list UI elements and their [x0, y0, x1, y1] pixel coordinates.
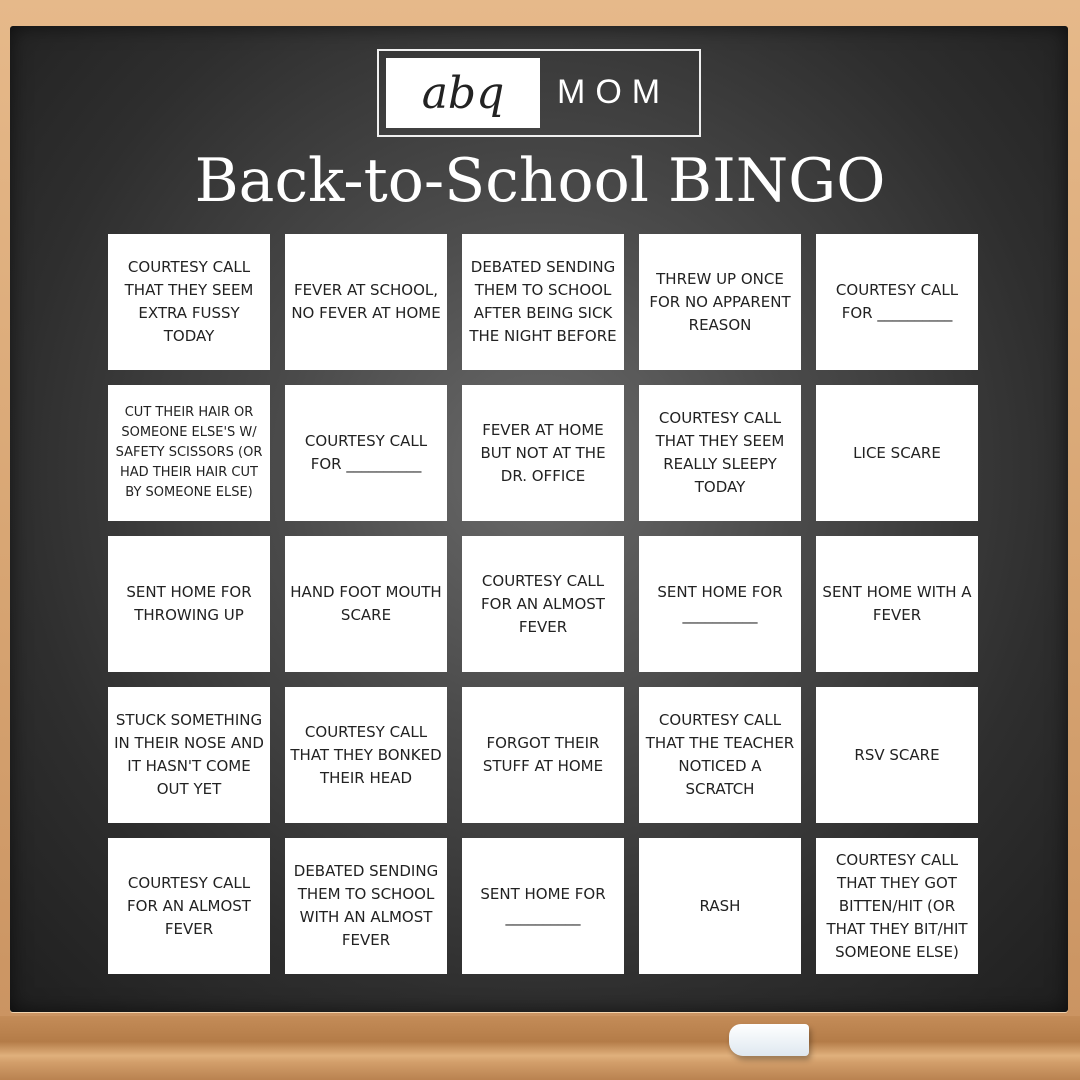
- chalk-piece-icon: [729, 1024, 809, 1056]
- logo-word: MOM: [557, 73, 671, 111]
- bingo-cell[interactable]: FORGOT THEIR STUFF AT HOME: [462, 687, 624, 823]
- bingo-cell[interactable]: RSV SCARE: [816, 687, 978, 823]
- logo-script: abq: [386, 58, 540, 128]
- bingo-cell[interactable]: COURTESY CALL THAT THEY SEEM REALLY SLEEPY TODAY: [639, 385, 801, 521]
- bingo-cell[interactable]: SENT HOME FOR __________: [462, 838, 624, 974]
- bingo-cell[interactable]: LICE SCARE: [816, 385, 978, 521]
- bingo-cell[interactable]: HAND FOOT MOUTH SCARE: [285, 536, 447, 672]
- bingo-cell[interactable]: FEVER AT HOME BUT NOT AT THE DR. OFFICE: [462, 385, 624, 521]
- bingo-cell[interactable]: COURTESY CALL THAT THE TEACHER NOTICED A SCRATCH: [639, 687, 801, 823]
- bingo-cell[interactable]: RASH: [639, 838, 801, 974]
- bingo-cell[interactable]: COURTESY CALL FOR __________: [285, 385, 447, 521]
- bingo-cell[interactable]: COURTESY CALL THAT THEY SEEM EXTRA FUSSY TODAY: [108, 234, 270, 370]
- chalk-ledge: [0, 1016, 1080, 1080]
- bingo-cell[interactable]: COURTESY CALL FOR __________: [816, 234, 978, 370]
- bingo-cell[interactable]: SENT HOME WITH A FEVER: [816, 536, 978, 672]
- bingo-cell[interactable]: DEBATED SENDING THEM TO SCHOOL AFTER BEING SICK THE NIGHT BEFORE: [462, 234, 624, 370]
- logo: [377, 49, 701, 137]
- bingo-cell[interactable]: CUT THEIR HAIR OR SOMEONE ELSE'S W/ SAFETY SCISSORS (OR HAD THEIR HAIR CUT BY SOMEONE ELSE): [108, 385, 270, 521]
- bingo-cell[interactable]: DEBATED SENDING THEM TO SCHOOL WITH AN ALMOST FEVER: [285, 838, 447, 974]
- bingo-cell[interactable]: COURTESY CALL THAT THEY BONKED THEIR HEAD: [285, 687, 447, 823]
- bingo-cell[interactable]: THREW UP ONCE FOR NO APPARENT REASON: [639, 234, 801, 370]
- bingo-cell[interactable]: COURTESY CALL FOR AN ALMOST FEVER: [462, 536, 624, 672]
- bingo-cell[interactable]: SENT HOME FOR THROWING UP: [108, 536, 270, 672]
- bingo-grid: [108, 234, 978, 974]
- bingo-cell[interactable]: SENT HOME FOR __________: [639, 536, 801, 672]
- page-title: Back-to-School BINGO: [194, 146, 886, 216]
- bingo-cell[interactable]: COURTESY CALL FOR AN ALMOST FEVER: [108, 838, 270, 974]
- bingo-cell[interactable]: STUCK SOMETHING IN THEIR NOSE AND IT HASN'T COME OUT YET: [108, 687, 270, 823]
- bingo-cell[interactable]: COURTESY CALL THAT THEY GOT BITTEN/HIT (OR THAT THEY BIT/HIT SOMEONE ELSE): [816, 838, 978, 974]
- bingo-cell[interactable]: FEVER AT SCHOOL, NO FEVER AT HOME: [285, 234, 447, 370]
